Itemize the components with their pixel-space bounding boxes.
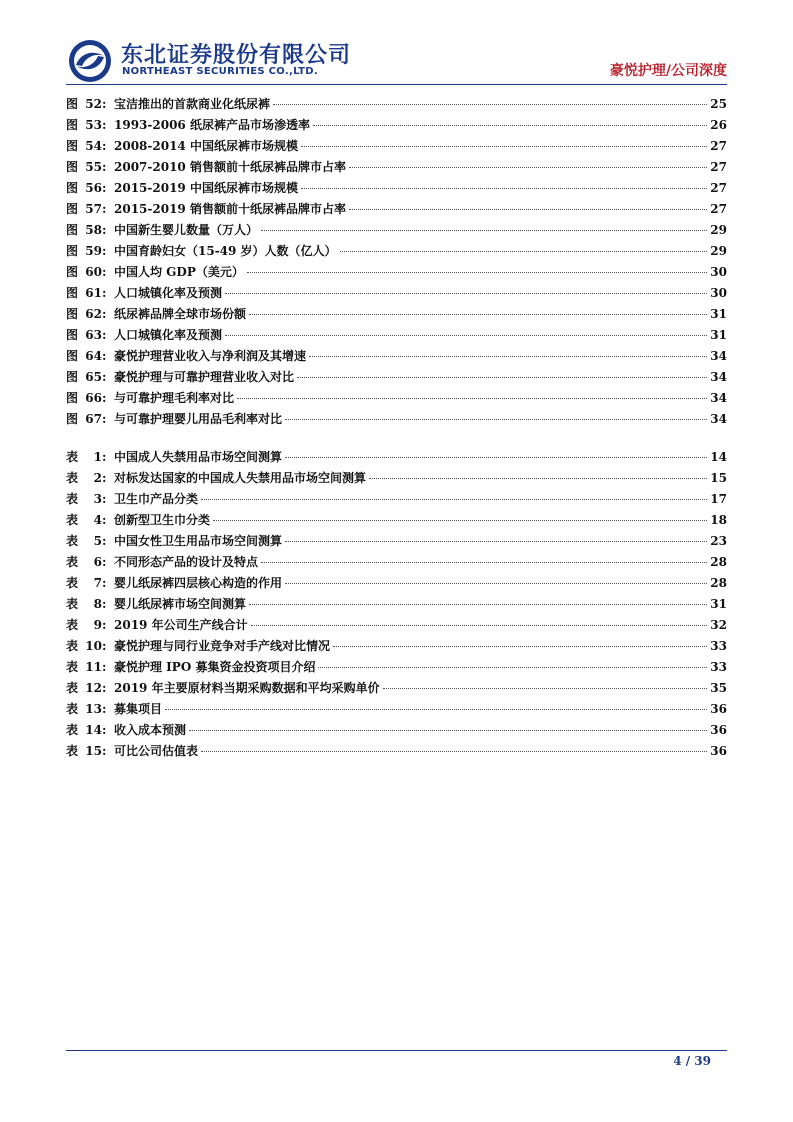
entry-title: 婴儿纸尿裤市场空间测算 <box>114 597 247 611</box>
entry-page: 27 <box>710 202 727 216</box>
header-divider <box>66 84 727 85</box>
entry-title: 募集项目 <box>114 702 163 716</box>
entry-number: 13 <box>85 702 102 716</box>
dot-leader <box>318 667 707 668</box>
entry-colon: : <box>102 534 107 548</box>
dot-leader <box>273 104 707 105</box>
toc-entry-table-1[interactable] <box>66 447 727 468</box>
entry-colon: : <box>102 370 107 384</box>
entry-colon: : <box>102 513 107 527</box>
entry-colon: : <box>102 139 107 153</box>
toc-entry-figure-58[interactable] <box>66 220 727 241</box>
toc-entry-figure-65[interactable] <box>66 367 727 388</box>
dot-leader <box>285 457 707 458</box>
entry-prefix: 图 <box>66 223 79 237</box>
entry-title: 对标发达国家的中国成人失禁用品市场空间测算 <box>114 471 367 485</box>
entry-page: 27 <box>710 160 727 174</box>
entry-page: 28 <box>710 576 727 590</box>
entry-number: 1 <box>93 450 102 464</box>
entry-title: 人口城镇化率及预测 <box>114 286 223 300</box>
entry-prefix: 表 <box>66 597 79 611</box>
company-name-en: NORTHEAST SECURITIES CO.,LTD. <box>122 66 318 77</box>
toc-entry-figure-67[interactable] <box>66 409 727 430</box>
entry-prefix: 表 <box>66 450 79 464</box>
entry-title: 2015-2019 中国纸尿裤市场规模 <box>114 181 298 195</box>
entry-number: 11 <box>85 660 102 674</box>
toc-entry-table-5[interactable] <box>66 531 727 552</box>
dot-leader <box>285 419 707 420</box>
dot-leader <box>261 230 707 231</box>
dot-leader <box>247 272 707 273</box>
entry-colon: : <box>102 160 107 174</box>
toc-entry-table-10[interactable] <box>66 636 727 657</box>
entry-title: 卫生巾产品分类 <box>114 492 199 506</box>
entry-title: 中国成人失禁用品市场空间测算 <box>114 450 283 464</box>
entry-page: 25 <box>710 97 727 111</box>
toc-entry-figure-55[interactable] <box>66 157 727 178</box>
entry-page: 15 <box>710 471 727 485</box>
toc-entry-table-14[interactable] <box>66 720 727 741</box>
entry-page: 18 <box>710 513 727 527</box>
entry-number: 60 <box>85 265 102 279</box>
entry-colon: : <box>102 328 107 342</box>
entry-title: 纸尿裤品牌全球市场份额 <box>114 307 247 321</box>
entry-colon: : <box>102 639 107 653</box>
entry-colon: : <box>102 286 107 300</box>
toc-entry-table-8[interactable] <box>66 594 727 615</box>
entry-page: 31 <box>710 328 727 342</box>
dot-leader <box>213 520 707 521</box>
entry-prefix: 图 <box>66 328 79 342</box>
toc-entry-table-2[interactable] <box>66 468 727 489</box>
dot-leader <box>309 356 707 357</box>
entry-colon: : <box>102 660 107 674</box>
entry-page: 30 <box>710 286 727 300</box>
entry-prefix: 图 <box>66 118 79 132</box>
entry-page: 30 <box>710 265 727 279</box>
entry-number: 14 <box>85 723 102 737</box>
dot-leader <box>285 541 707 542</box>
entry-page: 34 <box>710 391 727 405</box>
toc-entry-table-3[interactable] <box>66 489 727 510</box>
entry-colon: : <box>102 576 107 590</box>
entry-prefix: 表 <box>66 681 79 695</box>
entry-page: 23 <box>710 534 727 548</box>
entry-colon: : <box>102 597 107 611</box>
dot-leader <box>249 314 707 315</box>
entry-page: 29 <box>710 223 727 237</box>
entry-colon: : <box>102 244 107 258</box>
entry-page: 35 <box>710 681 727 695</box>
entry-prefix: 表 <box>66 576 79 590</box>
entry-colon: : <box>102 412 107 426</box>
entry-colon: : <box>102 471 107 485</box>
entry-page: 34 <box>710 412 727 426</box>
entry-prefix: 表 <box>66 723 79 737</box>
entry-title: 婴儿纸尿裤四层核心构造的作用 <box>114 576 283 590</box>
entry-number: 4 <box>93 513 102 527</box>
entry-colon: : <box>102 702 107 716</box>
entry-number: 7 <box>93 576 102 590</box>
entry-colon: : <box>102 492 107 506</box>
toc-entry-figure-54[interactable] <box>66 136 727 157</box>
entry-prefix: 图 <box>66 370 79 384</box>
entry-title: 与可靠护理毛利率对比 <box>114 391 235 405</box>
dot-leader <box>189 730 707 731</box>
dot-leader <box>333 646 707 647</box>
entry-page: 33 <box>710 639 727 653</box>
entry-number: 3 <box>93 492 102 506</box>
entry-page: 27 <box>710 181 727 195</box>
entry-page: 31 <box>710 307 727 321</box>
toc-entry-table-6[interactable] <box>66 552 727 573</box>
entry-page: 28 <box>710 555 727 569</box>
entry-number: 10 <box>85 639 102 653</box>
entry-title: 2008-2014 中国纸尿裤市场规模 <box>114 139 298 153</box>
page-number: 4 / 39 <box>673 1054 711 1068</box>
dot-leader <box>249 604 707 605</box>
dot-leader <box>301 146 707 147</box>
entry-prefix: 图 <box>66 349 79 363</box>
entry-prefix: 图 <box>66 265 79 279</box>
entry-colon: : <box>102 681 107 695</box>
entry-colon: : <box>102 118 107 132</box>
entry-title: 中国女性卫生用品市场空间测算 <box>114 534 283 548</box>
dot-leader <box>383 688 708 689</box>
entry-number: 2 <box>93 471 102 485</box>
entry-title: 2019 年公司生产线合计 <box>114 618 248 632</box>
entry-title: 中国人均 GDP（美元） <box>114 265 244 279</box>
entry-number: 67 <box>85 412 102 426</box>
dot-leader <box>201 751 707 752</box>
entry-page: 29 <box>710 244 727 258</box>
entry-colon: : <box>102 202 107 216</box>
company-name-cn: 东北证券股份有限公司 <box>121 43 352 68</box>
entry-title: 创新型卫生巾分类 <box>114 513 211 527</box>
entry-number: 56 <box>85 181 102 195</box>
entry-title: 中国育龄妇女（15-49 岁）人数（亿人） <box>114 244 337 258</box>
entry-number: 9 <box>93 618 102 632</box>
entry-page: 32 <box>710 618 727 632</box>
toc-entry-figure-66[interactable] <box>66 388 727 409</box>
entry-number: 65 <box>85 370 102 384</box>
dot-leader <box>165 709 707 710</box>
entry-colon: : <box>102 618 107 632</box>
entry-prefix: 图 <box>66 412 79 426</box>
entry-prefix: 表 <box>66 492 79 506</box>
entry-colon: : <box>102 744 107 758</box>
entry-page: 36 <box>710 744 727 758</box>
toc-entry-table-4[interactable] <box>66 510 727 531</box>
entry-number: 64 <box>85 349 102 363</box>
entry-colon: : <box>102 265 107 279</box>
entry-prefix: 表 <box>66 513 79 527</box>
entry-prefix: 表 <box>66 639 79 653</box>
entry-page: 27 <box>710 139 727 153</box>
dot-leader <box>297 377 707 378</box>
entry-colon: : <box>102 307 107 321</box>
toc-entry-figure-59[interactable] <box>66 241 727 262</box>
entry-number: 63 <box>85 328 102 342</box>
entry-prefix: 图 <box>66 160 79 174</box>
table-list <box>66 447 727 762</box>
page-header <box>0 0 793 90</box>
dot-leader <box>301 188 707 189</box>
toc-entry-table-9[interactable] <box>66 615 727 636</box>
dot-leader <box>261 562 707 563</box>
entry-prefix: 表 <box>66 660 79 674</box>
entry-number: 61 <box>85 286 102 300</box>
entry-title: 2007-2010 销售额前十纸尿裤品牌市占率 <box>114 160 346 174</box>
entry-colon: : <box>102 450 107 464</box>
entry-title: 不同形态产品的设计及特点 <box>114 555 259 569</box>
toc-entry-figure-60[interactable] <box>66 262 727 283</box>
toc-entry-figure-56[interactable] <box>66 178 727 199</box>
entry-prefix: 表 <box>66 555 79 569</box>
entry-page: 17 <box>710 492 727 506</box>
entry-number: 62 <box>85 307 102 321</box>
entry-colon: : <box>102 97 107 111</box>
entry-prefix: 表 <box>66 744 79 758</box>
entry-page: 33 <box>710 660 727 674</box>
entry-prefix: 图 <box>66 97 79 111</box>
entry-title: 豪悦护理 IPO 募集资金投资项目介绍 <box>114 660 316 674</box>
entry-colon: : <box>102 223 107 237</box>
entry-number: 54 <box>85 139 102 153</box>
entry-number: 57 <box>85 202 102 216</box>
entry-colon: : <box>102 349 107 363</box>
footer-divider <box>66 1050 727 1051</box>
entry-prefix: 图 <box>66 181 79 195</box>
toc-entry-table-12[interactable] <box>66 678 727 699</box>
dot-leader <box>369 478 707 479</box>
entry-prefix: 图 <box>66 244 79 258</box>
dot-leader <box>201 499 707 500</box>
dot-leader <box>349 167 707 168</box>
entry-title: 豪悦护理与同行业竞争对手产线对比情况 <box>114 639 331 653</box>
entry-colon: : <box>102 723 107 737</box>
toc-entry-figure-62[interactable] <box>66 304 727 325</box>
dot-leader <box>340 251 708 252</box>
entry-title: 收入成本预测 <box>114 723 187 737</box>
dot-leader <box>349 209 707 210</box>
entry-prefix: 表 <box>66 618 79 632</box>
toc-entry-figure-61[interactable] <box>66 283 727 304</box>
toc-entry-figure-57[interactable] <box>66 199 727 220</box>
entry-number: 15 <box>85 744 102 758</box>
entry-prefix: 图 <box>66 307 79 321</box>
dot-leader <box>251 625 708 626</box>
dot-leader <box>225 293 707 294</box>
entry-number: 52 <box>85 97 102 111</box>
entry-title: 与可靠护理婴儿用品毛利率对比 <box>114 412 283 426</box>
entry-title: 可比公司估值表 <box>114 744 199 758</box>
figure-list <box>66 94 727 430</box>
dot-leader <box>225 335 707 336</box>
entry-prefix: 表 <box>66 702 79 716</box>
entry-title: 中国新生婴儿数量（万人） <box>114 223 259 237</box>
dot-leader <box>313 125 707 126</box>
entry-prefix: 图 <box>66 202 79 216</box>
entry-prefix: 图 <box>66 391 79 405</box>
entry-page: 14 <box>710 450 727 464</box>
entry-page: 36 <box>710 723 727 737</box>
entry-number: 55 <box>85 160 102 174</box>
toc-entry-table-13[interactable] <box>66 699 727 720</box>
entry-title: 豪悦护理与可靠护理营业收入对比 <box>114 370 295 384</box>
dot-leader <box>237 398 707 399</box>
entry-title: 2015-2019 销售额前十纸尿裤品牌市占率 <box>114 202 346 216</box>
entry-title: 人口城镇化率及预测 <box>114 328 223 342</box>
toc-entry-table-11[interactable] <box>66 657 727 678</box>
toc-entry-table-15[interactable] <box>66 741 727 762</box>
toc-entry-figure-63[interactable] <box>66 325 727 346</box>
entry-prefix: 图 <box>66 139 79 153</box>
entry-number: 58 <box>85 223 102 237</box>
entry-colon: : <box>102 391 107 405</box>
report-tag: 豪悦护理/公司深度 <box>609 63 727 79</box>
entry-page: 26 <box>710 118 727 132</box>
entry-page: 31 <box>710 597 727 611</box>
entry-page: 34 <box>710 349 727 363</box>
toc-entry-figure-53[interactable] <box>66 115 727 136</box>
entry-number: 53 <box>85 118 102 132</box>
entry-number: 59 <box>85 244 102 258</box>
entry-title: 宝洁推出的首款商业化纸尿裤 <box>114 97 271 111</box>
entry-page: 34 <box>710 370 727 384</box>
entry-number: 66 <box>85 391 102 405</box>
company-logo-icon <box>67 38 113 84</box>
entry-title: 1993-2006 纸尿裤产品市场渗透率 <box>114 118 310 132</box>
entry-page: 36 <box>710 702 727 716</box>
entry-colon: : <box>102 181 107 195</box>
entry-colon: : <box>102 555 107 569</box>
entry-number: 8 <box>93 597 102 611</box>
toc-entry-figure-64[interactable] <box>66 346 727 367</box>
entry-title: 豪悦护理营业收入与净利润及其增速 <box>114 349 307 363</box>
entry-prefix: 表 <box>66 534 79 548</box>
entry-prefix: 表 <box>66 471 79 485</box>
entry-number: 12 <box>85 681 102 695</box>
toc-entry-table-7[interactable] <box>66 573 727 594</box>
entry-title: 2019 年主要原材料当期采购数据和平均采购单价 <box>114 681 380 695</box>
toc-entry-figure-52[interactable] <box>66 94 727 115</box>
dot-leader <box>285 583 707 584</box>
entry-prefix: 图 <box>66 286 79 300</box>
entry-number: 6 <box>93 555 102 569</box>
entry-number: 5 <box>93 534 102 548</box>
